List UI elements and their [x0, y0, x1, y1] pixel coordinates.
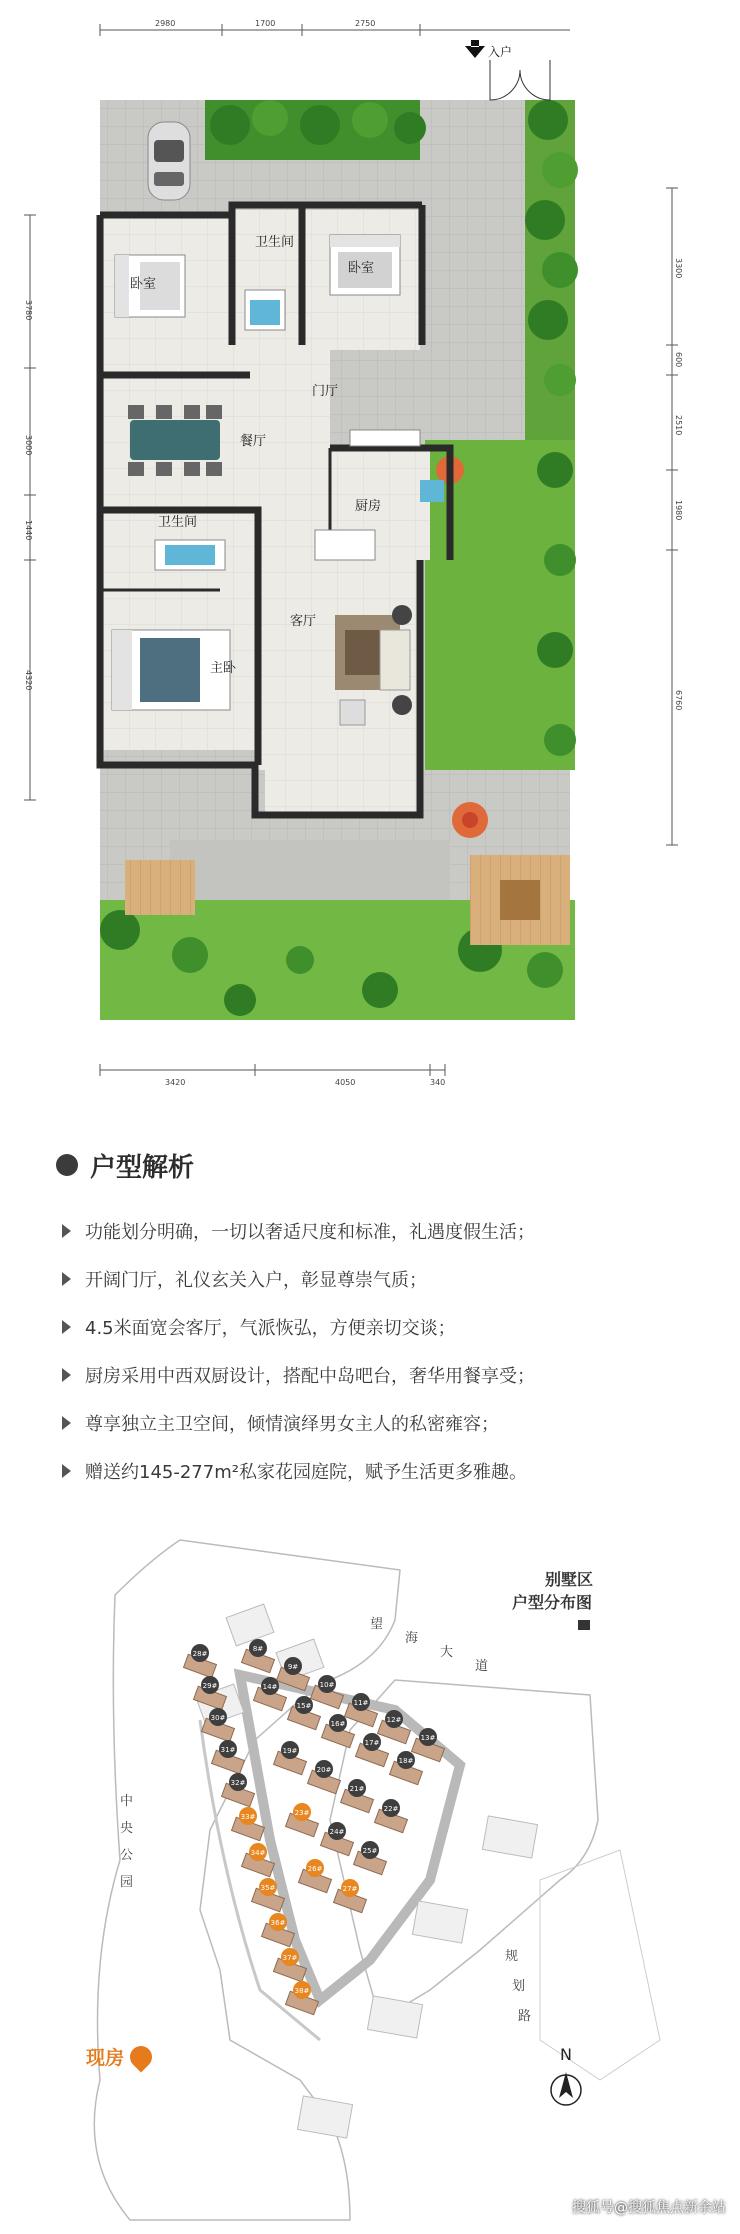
arrow-right-icon	[62, 1224, 71, 1238]
entrance-door	[490, 60, 550, 100]
entrance-label: 入户	[488, 45, 513, 59]
building-number: 33#	[240, 1813, 256, 1821]
dim-label: 1980	[674, 500, 683, 521]
building-number: 31#	[220, 1746, 236, 1754]
building-number: 24#	[329, 1828, 345, 1836]
building-number: 26#	[307, 1865, 323, 1873]
building-number: 20#	[316, 1766, 332, 1774]
right-dimension-line	[666, 188, 683, 845]
dim-label: 3420	[165, 1078, 186, 1087]
building-number: 38#	[294, 1987, 310, 1995]
kitchen-island	[315, 530, 375, 560]
north-compass-icon	[551, 2045, 581, 2105]
road-label: 望	[370, 1617, 384, 1632]
building-marker	[286, 1803, 319, 1837]
dim-label: 4050	[335, 1078, 356, 1087]
list-item: 厨房采用中西双厨设计，搭配中岛吧台，奢华用餐享受；	[56, 1351, 696, 1399]
building-number: 21#	[349, 1785, 365, 1793]
room-label-bathroom: 卫生间	[255, 235, 295, 250]
dim-label: 3780	[24, 300, 33, 321]
legend-label: 现房	[86, 2047, 125, 2069]
building-number: 25#	[362, 1847, 378, 1855]
road-label: 大	[440, 1645, 454, 1660]
dim-label: 4320	[24, 670, 33, 691]
building-number: 17#	[364, 1739, 380, 1747]
dim-label: 1700	[255, 19, 276, 28]
arrow-right-icon	[62, 1416, 71, 1430]
room-label-bedroom: 卧室	[130, 277, 157, 292]
list-item: 4.5米面宽会客厅，气派恢弘，方便亲切交谈；	[56, 1303, 696, 1351]
dim-label: 6760	[674, 690, 683, 711]
building-number: 9#	[287, 1663, 299, 1671]
building-number: 13#	[420, 1734, 436, 1742]
location-pin-icon	[125, 2041, 156, 2072]
building-number: 15#	[296, 1702, 312, 1710]
room-label-kitchen: 厨房	[355, 499, 382, 514]
building-number: 28#	[192, 1650, 208, 1658]
road-label: 划	[512, 1979, 526, 1994]
building-number: 34#	[250, 1849, 266, 1857]
legend	[86, 2043, 152, 2070]
building-number: 12#	[386, 1716, 402, 1724]
dim-label: 2750	[355, 19, 376, 28]
building-number: 30#	[210, 1714, 226, 1722]
feature-list	[56, 1207, 696, 1495]
park-label: 央	[120, 1821, 134, 1836]
building-number: 37#	[282, 1954, 298, 1962]
building-marker	[299, 1859, 332, 1893]
list-item: 尊享独立主卫空间，倾情演绎男女主人的私密雍容；	[56, 1399, 696, 1447]
dim-label: 2980	[155, 19, 176, 28]
dim-label: 3000	[24, 435, 33, 456]
park-label: 公	[120, 1848, 134, 1863]
building-number: 23#	[294, 1809, 310, 1817]
park-label: 中	[120, 1794, 134, 1809]
building-marker	[308, 1760, 341, 1794]
building-number: 10#	[319, 1681, 335, 1689]
bullet-dot-icon	[56, 1154, 78, 1176]
list-item: 赠送约145-277m²私家花园庭院，赋予生活更多雅趣。	[56, 1447, 696, 1495]
building-number: 27#	[342, 1885, 358, 1893]
arrow-right-icon	[62, 1272, 71, 1286]
list-item: 开阔门厅，礼仪玄关入户，彰显尊崇气质；	[56, 1255, 696, 1303]
list-item: 功能划分明确，一切以奢适尺度和标准，礼遇度假生活；	[56, 1207, 696, 1255]
road-label: 道	[475, 1659, 489, 1674]
room-label-master: 主卧	[210, 661, 237, 676]
park-label: 园	[120, 1875, 134, 1890]
left-dimension-line	[24, 215, 36, 800]
building-number: 32#	[230, 1779, 246, 1787]
wood-deck	[125, 860, 195, 915]
dim-label: 600	[674, 352, 683, 368]
small-square-icon	[578, 1620, 590, 1630]
paved-terrace	[170, 840, 450, 900]
layout-analysis	[56, 1145, 696, 1495]
building-number: 14#	[262, 1683, 278, 1691]
building-number: 36#	[270, 1919, 286, 1927]
top-dimension-line	[100, 19, 570, 36]
road-label: 路	[518, 2009, 532, 2024]
room-label-foyer: 门厅	[312, 384, 339, 399]
arrow-right-icon	[62, 1320, 71, 1334]
road-label: 规	[505, 1949, 519, 1964]
room-label-bedroom: 卧室	[348, 261, 375, 276]
site-map	[0, 1520, 740, 2234]
car-icon	[148, 122, 190, 200]
floor-plan	[0, 0, 740, 1110]
map-title: 别墅区	[545, 1570, 594, 1589]
dim-label: 340	[430, 1078, 446, 1087]
room-label-bathroom: 卫生间	[158, 515, 198, 530]
arrow-right-icon	[62, 1464, 71, 1478]
map-subtitle: 户型分布图	[512, 1593, 593, 1612]
building-marker	[274, 1741, 307, 1775]
building-number: 19#	[282, 1747, 298, 1755]
building-number: 8#	[252, 1645, 264, 1653]
svg-text:N: N	[560, 2045, 572, 2064]
dim-label: 1440	[24, 520, 33, 541]
building-number: 16#	[330, 1720, 346, 1728]
building-number: 35#	[260, 1884, 276, 1892]
building-number: 22#	[383, 1805, 399, 1813]
building-number: 29#	[202, 1682, 218, 1690]
arrow-down-icon	[465, 40, 485, 58]
building-number: 18#	[398, 1757, 414, 1765]
dim-label: 3300	[674, 258, 683, 279]
room-label-dining: 餐厅	[240, 434, 267, 449]
dim-label: 2510	[674, 415, 683, 436]
bottom-dimension-line	[100, 1064, 445, 1087]
building-marker	[232, 1807, 265, 1841]
room-label-living: 客厅	[290, 614, 317, 629]
table-icon	[500, 880, 540, 920]
watermark: 搜狐号@搜狐焦点新余站	[572, 2200, 726, 2216]
arrow-right-icon	[62, 1368, 71, 1382]
road-label: 海	[405, 1631, 419, 1646]
building-number: 11#	[353, 1699, 369, 1707]
section-title: 户型解析	[90, 1152, 195, 1183]
